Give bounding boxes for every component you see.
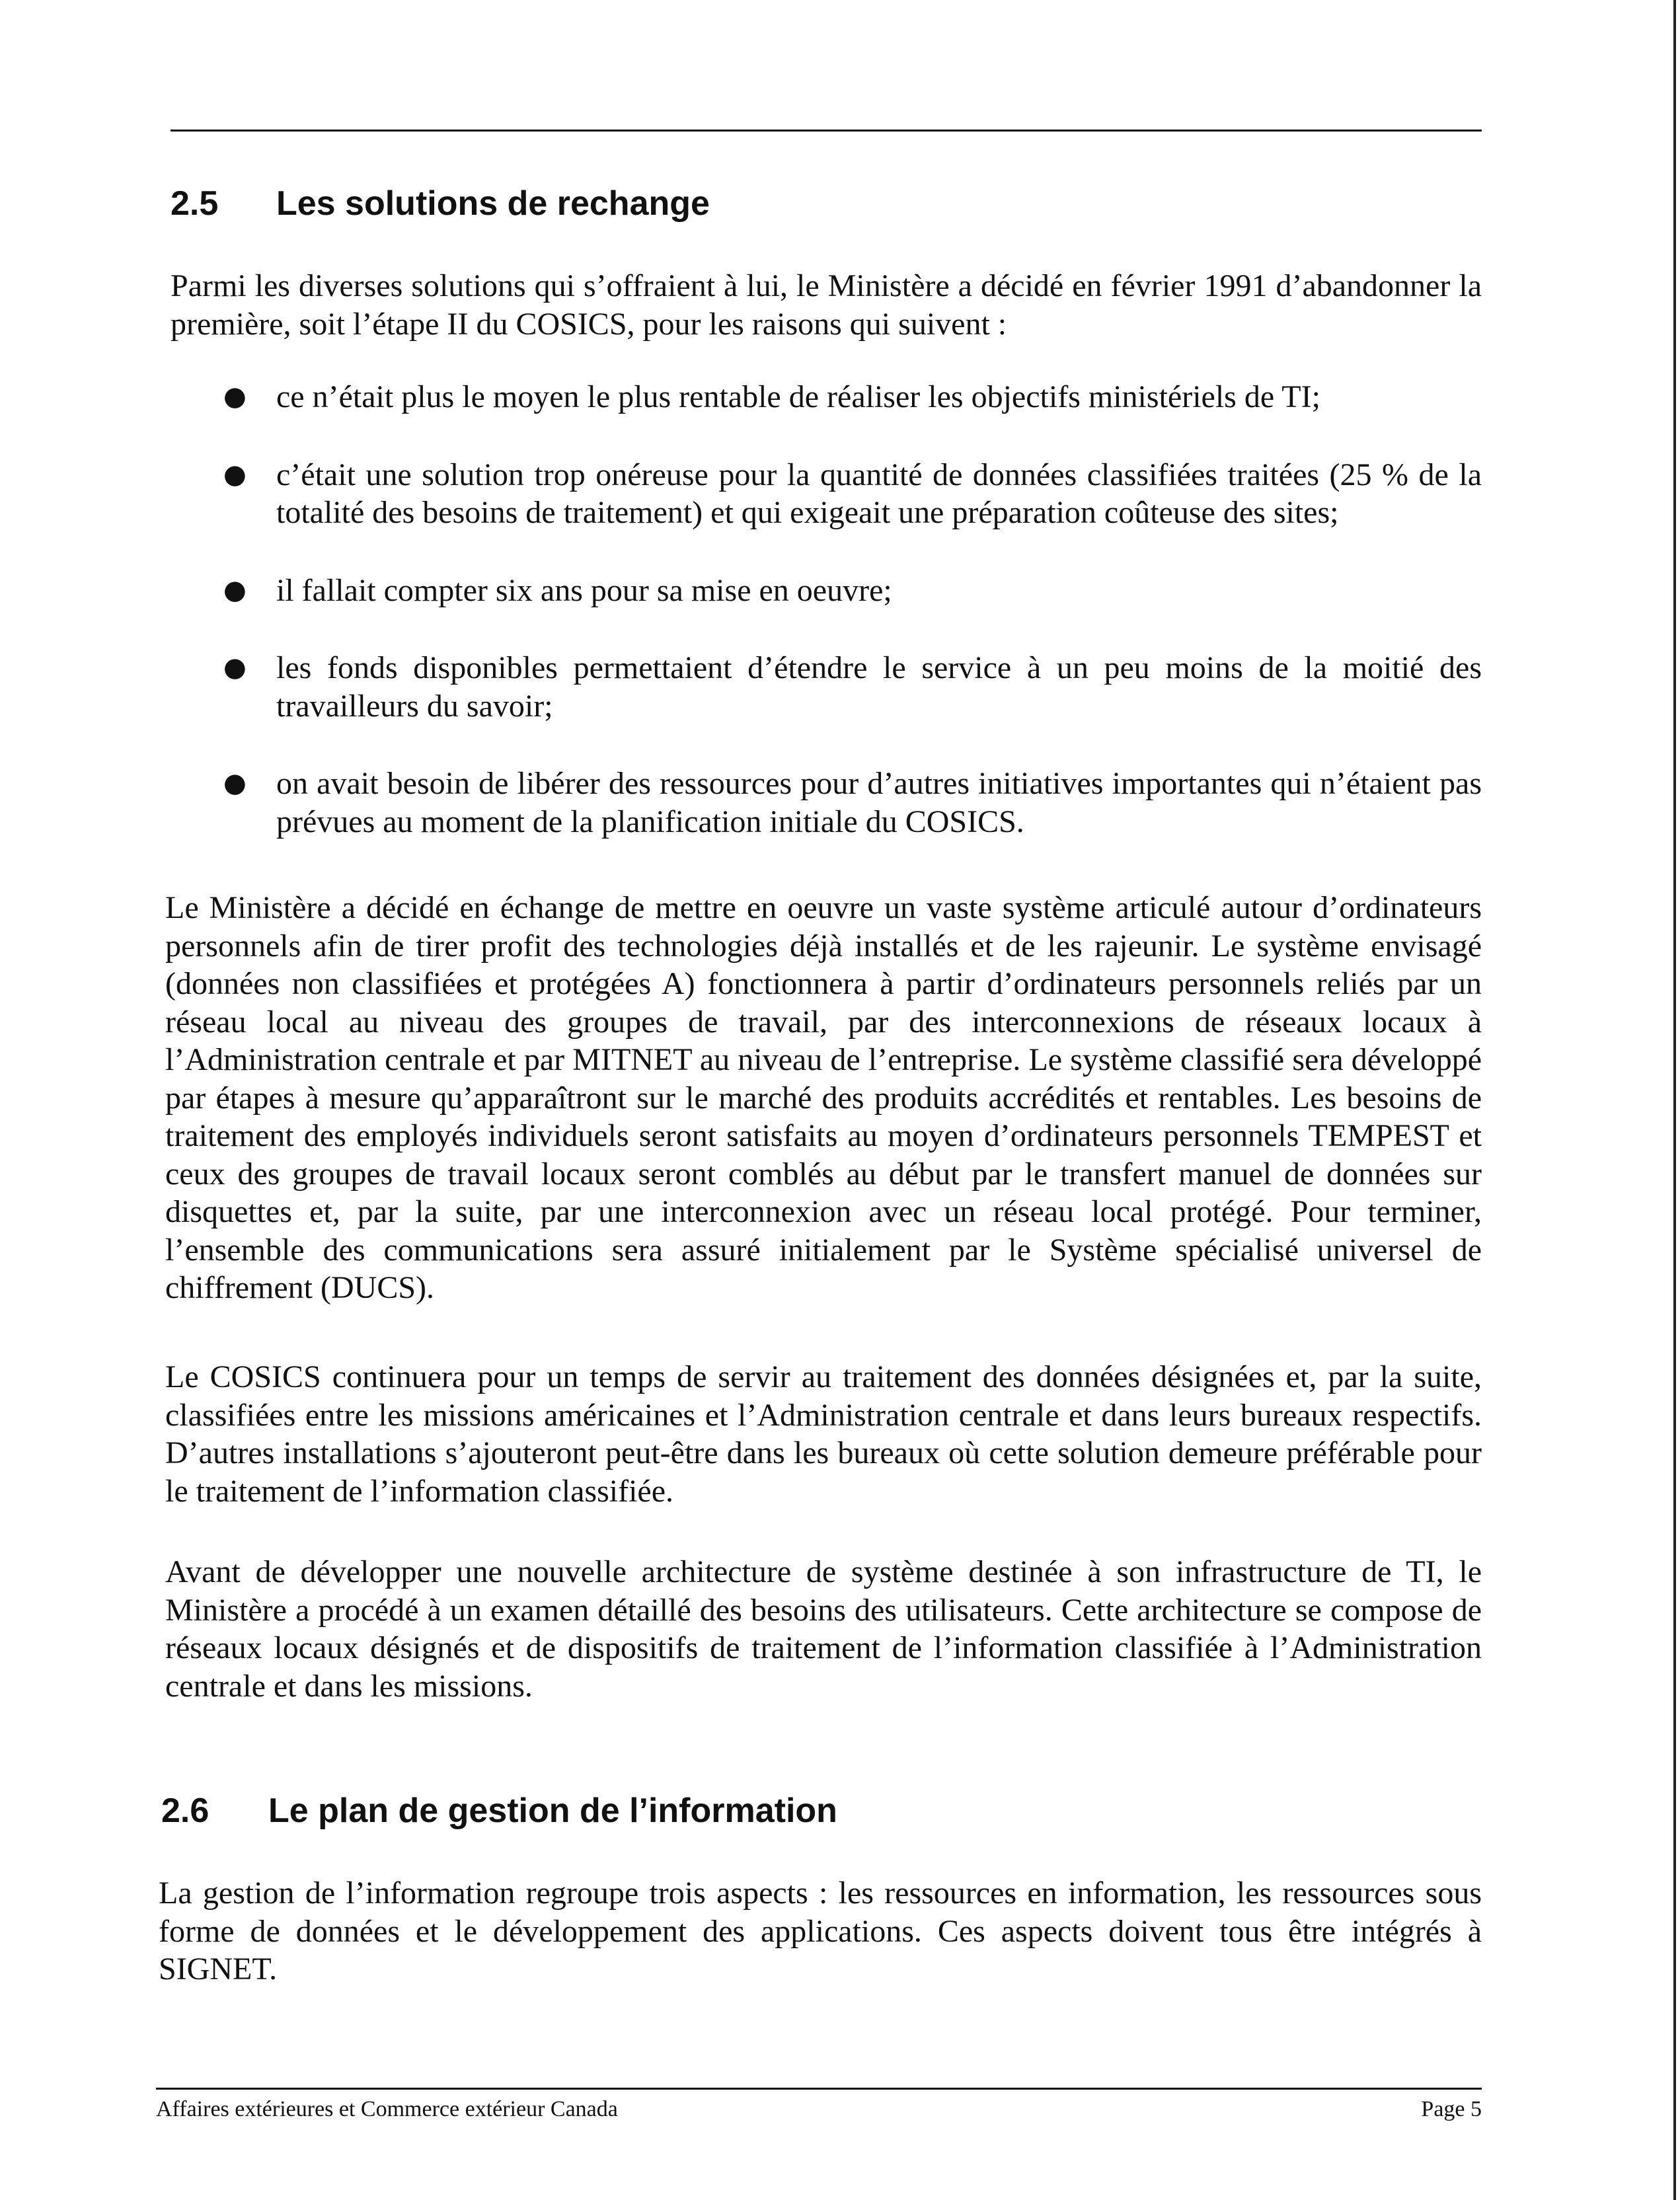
paragraph-pc-system: Le Ministère a décidé en échange de mettre en oeuvre un vaste système articulé autour d’ordinateurs personnels afin de tirer profit des technologies déjà installés et de les rajeunir. Le système envisagé (données non classifiées et protégées A) fonctionnera à partir d’ordinateurs personnels reliés par un réseau local au niveau des groupes de travail, par des interconnexions de réseaux locaux à l’Administration centrale et par MITNET au niveau de l’entreprise. Le système classifié sera développé par étapes à mesure qu’apparaîtront sur le marché des produits accrédités et rentables. Les besoins de traitement des employés individuels seront satisfaits au moyen d’ordinateurs personnels TEMPEST et ceux des groupes de travail locaux seront comblés au début par le transfert manuel de données sur disquettes et, par la suite, par une interconnexion avec un réseau local protégé. Pour terminer, l’ensemble des communications sera assuré initialement par le Système spécialisé universel de chiffrement (DUCS). — [165, 890, 1482, 1305]
bullet-dot-icon: ● — [223, 381, 247, 412]
reason-bullet-1 — [219, 378, 1482, 416]
footer-rule — [156, 2088, 1482, 2090]
reason-text-3: il fallait compter six ans pour sa mise en oeuvre; — [276, 572, 892, 608]
reason-text-1: ce n’était plus le moyen le plus rentable de réaliser les objectifs ministériels de TI; — [276, 379, 1320, 414]
header-rule — [171, 130, 1482, 132]
section-2-5-heading — [171, 184, 710, 223]
section-2-6-title: Le plan de gestion de l’information — [268, 1792, 837, 1830]
reason-bullet-3 — [219, 572, 1482, 610]
section-2-5-intro: Parmi les diverses solutions qui s’offraient à lui, le Ministère a décidé en février 1991 d’abandonner la première, soit l’étape II du COSICS, pour les raisons qui suivent : — [171, 268, 1482, 342]
reason-text-2: c’était une solution trop onéreuse pour la quantité de données classifiées traitées (25 % de la totalité des besoins de traitement) et qui exigeait une préparation coûteuse des sites; — [276, 457, 1482, 530]
bullet-dot-icon: ● — [223, 768, 247, 798]
footer-page-number: Page 5 — [1421, 2097, 1482, 2121]
section-2-6-heading — [161, 1791, 837, 1831]
section-2-5-title: Les solutions de rechange — [276, 184, 710, 223]
paragraph-info-management: La gestion de l’information regroupe trois aspects : les ressources en information, les ressources sous forme de données et le développement des applications. Ces aspects doivent tous être intégrés à SIGNET. — [159, 1876, 1482, 1987]
section-2-6-number: 2.6 — [161, 1792, 210, 1830]
section-2-5-number: 2.5 — [171, 184, 219, 223]
bullet-dot-icon: ● — [223, 459, 247, 490]
paragraph-cosics: Le COSICS continuera pour un temps de servir au traitement des données désignées et, par la suite, classifiées entre les missions américaines et l’Administration centrale et dans leurs bureaux respectifs. D’autres installations s’ajouteront peut-être dans les bureaux où cette solution demeure préférable pour le traitement de l’information classifiée. — [165, 1359, 1482, 1509]
footer-organization: Affaires extérieures et Commerce extérieur Canada — [156, 2097, 618, 2121]
paragraph-architecture: Avant de développer une nouvelle architecture de système destinée à son infrastructure de TI, le Ministère a procédé à un examen détaillé des besoins des utilisateurs. Cette architecture se compose de réseaux locaux désignés et de dispositifs de traitement de l’information classifiée à l’Administration centrale et dans les missions. — [165, 1554, 1482, 1704]
reason-bullet-5 — [219, 765, 1482, 841]
reasons-bullet-list — [219, 378, 1482, 880]
bullet-dot-icon: ● — [223, 652, 247, 683]
reason-bullet-2 — [219, 456, 1482, 532]
bullet-dot-icon: ● — [223, 574, 247, 605]
scan-edge-line — [1673, 0, 1676, 2200]
reason-text-4: les fonds disponibles permettaient d’étendre le service à un peu moins de la moitié des travailleurs du savoir; — [276, 650, 1482, 724]
reason-bullet-4 — [219, 649, 1482, 725]
reason-text-5: on avait besoin de libérer des ressources pour d’autres initiatives importantes qui n’étaient pas prévues au moment de la planification initiale du COSICS. — [276, 766, 1482, 839]
